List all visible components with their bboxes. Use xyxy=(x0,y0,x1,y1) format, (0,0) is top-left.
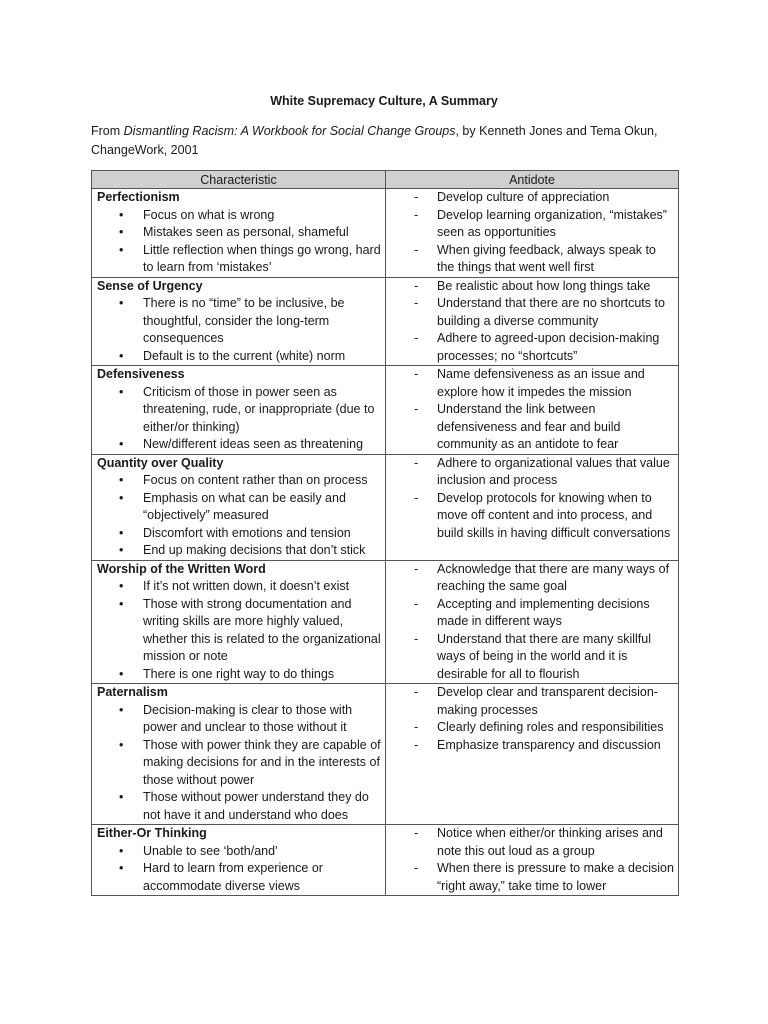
characteristic-bullet: • Emphasis on what can be easily and “objectively” measured xyxy=(143,490,381,525)
characteristic-bullet: • Decision-making is clear to those with power and unclear to those without it xyxy=(143,702,381,737)
intro-book-title: Dismantling Racism: A Workbook for Social Change Groups xyxy=(123,124,456,138)
characteristic-name: Defensiveness xyxy=(97,367,185,381)
antidote-list xyxy=(391,278,674,366)
characteristic-cell xyxy=(92,684,386,825)
characteristic-cell xyxy=(92,189,386,278)
antidote-item: - Develop learning organization, “mistakes” seen as opportunities xyxy=(437,207,674,242)
antidote-item: - Develop culture of appreciation xyxy=(437,189,674,207)
characteristic-bullet: • Little reflection when things go wrong, hard to learn from ‘mistakes’ xyxy=(143,242,381,277)
antidote-item: - Emphasize transparency and discussion xyxy=(437,737,674,755)
characteristic-cell xyxy=(92,366,386,455)
table-row xyxy=(92,825,679,896)
characteristic-list xyxy=(97,843,381,896)
intro-suffix: , by Kenneth Jones and Tema Okun, ChangeWork, 2001 xyxy=(91,124,658,157)
characteristic-bullet: • If it’s not written down, it doesn’t exist xyxy=(143,578,381,596)
antidote-item: - Clearly defining roles and responsibilities xyxy=(437,719,674,737)
characteristic-bullet: • There is one right way to do things xyxy=(143,666,381,684)
characteristic-cell xyxy=(92,560,386,684)
antidote-item: - Develop clear and transparent decision-making processes xyxy=(437,684,674,719)
table-row xyxy=(92,684,679,825)
characteristic-bullet: • Default is to the current (white) norm xyxy=(143,348,381,366)
antidote-list xyxy=(391,455,674,543)
antidote-cell xyxy=(386,277,679,366)
characteristic-list xyxy=(97,295,381,365)
antidote-item: - Acknowledge that there are many ways of reaching the same goal xyxy=(437,561,674,596)
antidote-item: - Adhere to organizational values that value inclusion and process xyxy=(437,455,674,490)
antidote-item: - Understand that there are many skillful ways of being in the world and it is desirable for all to flourish xyxy=(437,631,674,684)
table-row xyxy=(92,189,679,278)
characteristic-name: Quantity over Quality xyxy=(97,455,224,470)
table-row xyxy=(92,366,679,455)
table-row xyxy=(92,454,679,560)
antidote-cell xyxy=(386,366,679,455)
characteristic-cell xyxy=(92,454,386,560)
characteristic-bullet: • Criticism of those in power seen as threatening, rude, or inappropriate (due to either/or thinking) xyxy=(143,384,381,437)
header-characteristic: Characteristic xyxy=(92,171,386,189)
characteristic-bullet: • There is no “time” to be inclusive, be thoughtful, consider the long-term consequences xyxy=(143,295,381,348)
antidote-cell xyxy=(386,189,679,278)
table-header-row xyxy=(92,171,679,189)
antidote-cell xyxy=(386,825,679,896)
antidote-item: - Understand the link between defensiveness and fear and build community as an antidote to fear xyxy=(437,401,674,454)
intro-prefix: From xyxy=(91,124,124,138)
characteristic-name: Sense of Urgency xyxy=(97,278,203,293)
header-antidote: Antidote xyxy=(386,171,679,189)
characteristic-cell xyxy=(92,825,386,896)
page-title: White Supremacy Culture, A Summary xyxy=(270,94,498,108)
summary-table xyxy=(91,170,679,896)
characteristic-bullet: • Those with strong documentation and writing skills are more highly valued, whether this is related to the organizational mission or note xyxy=(143,596,381,666)
characteristic-bullet: • Discomfort with emotions and tension xyxy=(143,525,381,543)
antidote-item: - Understand that there are no shortcuts to building a diverse community xyxy=(437,295,674,330)
characteristic-bullet: • Those without power understand they do not have it and understand who does xyxy=(143,789,381,824)
characteristic-bullet: • Focus on what is wrong xyxy=(143,207,381,225)
characteristic-bullet: • Those with power think they are capable of making decisions for and in the interests of those without power xyxy=(143,737,381,790)
antidote-list xyxy=(391,366,674,454)
antidote-item: - Accepting and implementing decisions made in different ways xyxy=(437,596,674,631)
characteristic-bullet: • Mistakes seen as personal, shameful xyxy=(143,224,381,242)
table-body xyxy=(92,189,679,896)
characteristic-bullet: • Focus on content rather than on process xyxy=(143,472,381,490)
characteristic-bullet: • New/different ideas seen as threatening xyxy=(143,436,381,454)
antidote-item: - Be realistic about how long things take xyxy=(437,278,674,296)
characteristic-list xyxy=(97,578,381,683)
table-row xyxy=(92,560,679,684)
characteristic-name: Worship of the Written Word xyxy=(97,561,266,576)
characteristic-name: Either-Or Thinking xyxy=(97,826,207,840)
characteristic-bullet: • End up making decisions that don’t stick xyxy=(143,542,381,560)
characteristic-list xyxy=(97,702,381,825)
table-row xyxy=(92,277,679,366)
characteristic-bullet: • Hard to learn from experience or accommodate diverse views xyxy=(143,860,381,895)
antidote-item: - Name defensiveness as an issue and explore how it impedes the mission xyxy=(437,366,674,401)
characteristic-name: Paternalism xyxy=(97,685,168,699)
antidote-list xyxy=(391,561,674,684)
antidote-cell xyxy=(386,454,679,560)
characteristic-list xyxy=(97,207,381,277)
antidote-list xyxy=(391,189,674,277)
characteristic-bullet: • Unable to see ‘both/and’ xyxy=(143,843,381,861)
characteristic-name: Perfectionism xyxy=(97,190,180,204)
antidote-list xyxy=(391,684,674,754)
intro-paragraph xyxy=(91,122,691,160)
antidote-item: - When giving feedback, always speak to the things that went well first xyxy=(437,242,674,277)
antidote-item: - Adhere to agreed-upon decision-making processes; no “shortcuts” xyxy=(437,330,674,365)
characteristic-list xyxy=(97,472,381,560)
characteristic-cell xyxy=(92,277,386,366)
antidote-list xyxy=(391,825,674,895)
antidote-item: - When there is pressure to make a decision “right away,” take time to lower xyxy=(437,860,674,895)
antidote-item: - Develop protocols for knowing when to move off content and into process, and build skills in having difficult conversations xyxy=(437,490,674,543)
antidote-cell xyxy=(386,560,679,684)
characteristic-list xyxy=(97,384,381,454)
antidote-cell xyxy=(386,684,679,825)
antidote-item: - Notice when either/or thinking arises and note this out loud as a group xyxy=(437,825,674,860)
